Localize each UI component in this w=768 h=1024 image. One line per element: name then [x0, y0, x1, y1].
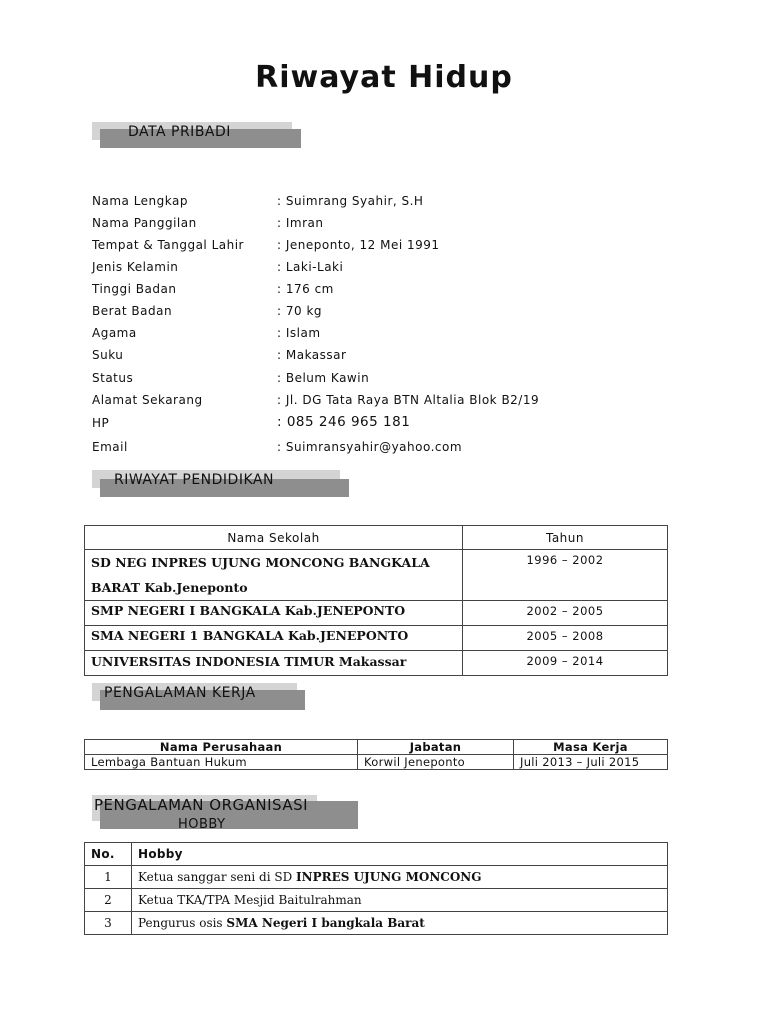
work-period: Juli 2013 – Juli 2015 — [514, 755, 668, 770]
job-position: Korwil Jeneponto — [358, 755, 514, 770]
column-header: Nama Sekolah — [85, 526, 463, 550]
activity — [132, 866, 668, 889]
activity — [132, 889, 668, 912]
table-row — [85, 889, 668, 912]
school-year: 1996 – 2002 — [463, 550, 668, 601]
info-value: : 176 cm — [277, 282, 334, 296]
info-value: : 085 246 965 181 — [277, 414, 411, 430]
activity-emphasis: INPRES UJUNG MONCONG — [296, 870, 482, 884]
activity-emphasis: SMA Negeri I bangkala Barat — [226, 916, 425, 930]
school-name: SMA NEGERI 1 BANGKALA Kab.JENEPONTO — [85, 626, 463, 651]
info-label: Tempat & Tanggal Lahir — [92, 238, 244, 252]
education-table — [84, 525, 668, 676]
school-year: 2005 – 2008 — [463, 626, 668, 651]
info-value: : Islam — [277, 326, 321, 340]
info-label: Email — [92, 440, 128, 454]
info-label: HP — [92, 416, 110, 430]
organization-table — [84, 842, 668, 935]
section-label: RIWAYAT PENDIDIKAN — [114, 472, 274, 488]
company-name: Lembaga Bantuan Hukum — [85, 755, 358, 770]
row-number: 3 — [85, 912, 132, 935]
info-label: Agama — [92, 326, 137, 340]
section-label-hobby: HOBBY — [178, 817, 226, 832]
info-label: Jenis Kelamin — [92, 260, 179, 274]
section-label: PENGALAMAN ORGANISASI — [94, 796, 309, 814]
info-value: : Imran — [277, 216, 324, 230]
info-label: Berat Badan — [92, 304, 173, 318]
info-value: : Jl. DG Tata Raya BTN Altalia Blok B2/19 — [277, 393, 540, 407]
info-label: Nama Lengkap — [92, 194, 188, 208]
info-value: : Belum Kawin — [277, 371, 370, 385]
info-value: : Laki-Laki — [277, 260, 344, 274]
table-row — [85, 866, 668, 889]
info-label: Alamat Sekarang — [92, 393, 203, 407]
column-header: Jabatan — [358, 740, 514, 755]
table-row — [85, 601, 668, 626]
school-year: 2002 – 2005 — [463, 601, 668, 626]
table-row — [85, 626, 668, 651]
activity — [132, 912, 668, 935]
school-name: SD NEG INPRES UJUNG MONCONG BANGKALA BARAT Kab.Jeneponto — [85, 550, 463, 601]
table-row — [85, 550, 668, 601]
info-value: : 70 kg — [277, 304, 323, 318]
page-title: Riwayat Hidup — [255, 60, 513, 95]
info-label: Nama Panggilan — [92, 216, 197, 230]
column-header: No. — [85, 843, 132, 866]
activity-text: Ketua TKA/TPA Mesjid Baitulrahman — [138, 893, 362, 907]
row-number: 2 — [85, 889, 132, 912]
info-value: : Suimransyahir@yahoo.com — [277, 440, 463, 454]
column-header: Masa Kerja — [514, 740, 668, 755]
section-label: DATA PRIBADI — [128, 124, 231, 140]
info-label: Status — [92, 371, 134, 385]
info-label: Tinggi Badan — [92, 282, 177, 296]
info-value: : Makassar — [277, 348, 347, 362]
row-number: 1 — [85, 866, 132, 889]
school-name: UNIVERSITAS INDONESIA TIMUR Makassar — [85, 651, 463, 676]
section-label: PENGALAMAN KERJA — [104, 685, 256, 701]
table-row — [85, 651, 668, 676]
work-table — [84, 739, 668, 770]
info-value: : Suimrang Syahir, S.H — [277, 194, 424, 208]
activity-text: Pengurus osis — [138, 916, 227, 930]
info-value: : Jeneponto, 12 Mei 1991 — [277, 238, 440, 252]
school-year: 2009 – 2014 — [463, 651, 668, 676]
activity-text: Ketua sanggar seni di SD — [138, 870, 297, 884]
table-row — [85, 912, 668, 935]
table-row — [85, 755, 668, 770]
column-header: Tahun — [463, 526, 668, 550]
info-label: Suku — [92, 348, 124, 362]
column-header: Hobby — [132, 843, 668, 866]
school-name: SMP NEGERI I BANGKALA Kab.JENEPONTO — [85, 601, 463, 626]
column-header: Nama Perusahaan — [85, 740, 358, 755]
